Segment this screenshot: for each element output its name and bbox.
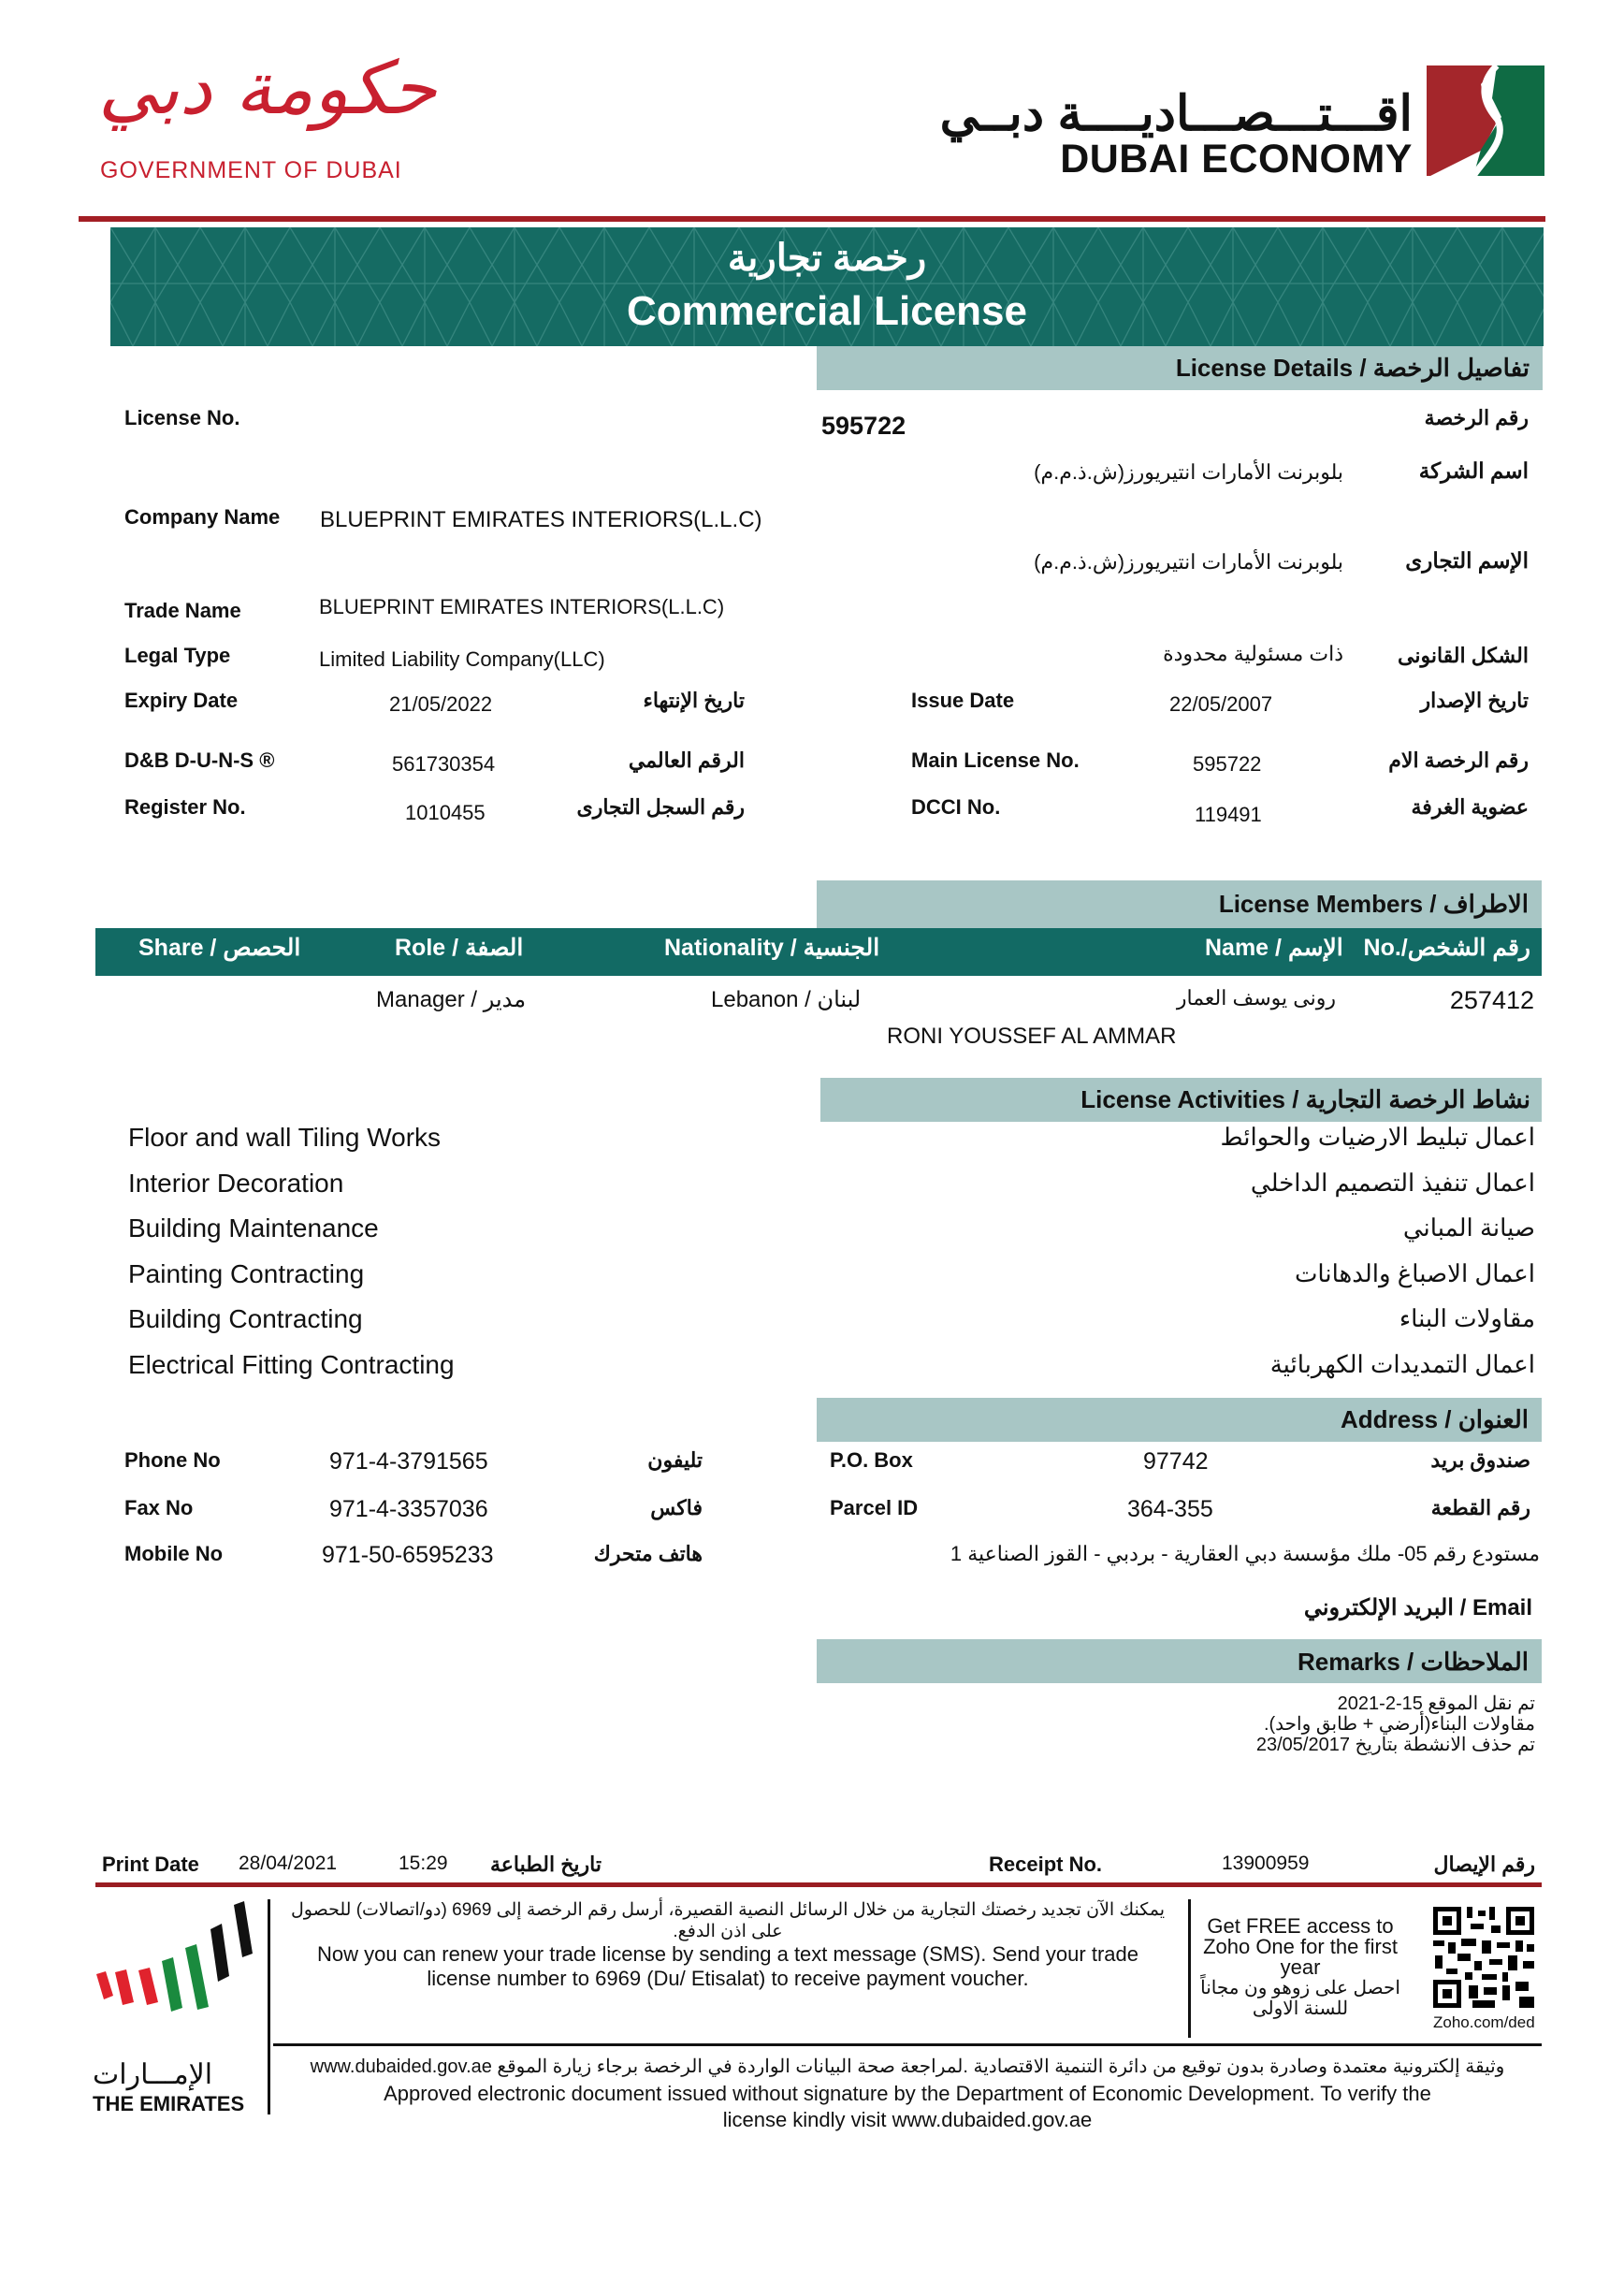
sms-notice-arabic-line-1: يمكنك الآن تجديد رخصتك التجارية من خلال الرسائل النصية القصيرة، أرسل رقم الرخصة إلى 6969 (دو/اتصالات) للحصول	[291, 1900, 1165, 1920]
banner-title-arabic: رخصة تجارية	[727, 238, 927, 279]
main-license-label-arabic: رقم الرخصة الام	[1388, 748, 1529, 772]
po-box-label: P.O. Box	[830, 1448, 913, 1472]
approval-notice	[273, 2055, 1542, 2132]
column-person-no: No./رقم الشخص	[1363, 935, 1530, 961]
print-date-label-arabic: تاريخ الطباعة	[489, 1853, 602, 1876]
dubai-economy-logo-text: DUBAI ECONOMY	[1060, 137, 1413, 182]
remarks-heading: Remarks / الملاحظات	[1297, 1648, 1529, 1676]
activity-item: Electrical Fitting Contracting	[128, 1350, 455, 1379]
mobile-label-arabic: هاتف متحرك	[593, 1542, 703, 1565]
license-members-heading: License Members / الاطراف	[1218, 890, 1529, 918]
column-name: Name / الإسم	[1205, 935, 1343, 961]
duns-value: 561730354	[392, 752, 496, 776]
footer-divider	[95, 1882, 1542, 1887]
duns-label-arabic: الرقم العالمي	[628, 748, 745, 772]
fax-label: Fax No	[124, 1496, 194, 1519]
header-divider	[79, 216, 1545, 222]
activity-item-arabic: اعمال تبليط الارضيات والحوائط	[1220, 1123, 1535, 1151]
activity-item: Floor and wall Tiling Works	[128, 1123, 442, 1152]
legal-type-value: Limited Liability Company(LLC)	[319, 647, 605, 671]
activity-item-arabic: مقاولات البناء	[1399, 1304, 1535, 1332]
fax-label-arabic: فاكس	[650, 1496, 703, 1519]
license-activities-heading: License Activities / نشاط الرخصة التجارية	[1080, 1085, 1530, 1113]
zoho-url-link[interactable]: Zoho.com/ded	[1433, 2013, 1535, 2031]
issue-date-label-arabic: تاريخ الإصدار	[1420, 689, 1529, 712]
footer-vertical-divider	[268, 1899, 270, 2114]
dubai-economy-mark-icon	[1427, 65, 1544, 176]
register-no-label-arabic: رقم السجل التجارى	[576, 795, 745, 819]
location-arabic: مستودع رقم 05- ملك مؤسسة دبي العقارية - بردبي - القوز الصناعية 1	[950, 1542, 1540, 1565]
activity-item: Painting Contracting	[128, 1259, 365, 1288]
print-date-value: 28/04/2021	[239, 1853, 338, 1874]
column-share: Share / الحصص	[138, 935, 301, 961]
legal-type-label-arabic: الشكل القانونى	[1398, 644, 1529, 667]
email-label: Email / البريد الإلكتروني	[1303, 1595, 1532, 1620]
receipt-no-value: 13900959	[1222, 1853, 1310, 1874]
po-box-label-arabic: صندوق بريد	[1430, 1448, 1530, 1472]
remarks-section-header	[817, 1639, 1542, 1683]
title-banner	[110, 227, 1544, 346]
approval-notice-arabic: وثيقة إلكترونية معتمدة وصادرة بدون توقيع من دائرة التنمية الاقتصادية .لمراجعة صحة البيانات الواردة في الرخصة برجاء زيارة الموقع www.dubaided.gov.ae	[310, 2056, 1505, 2077]
zoho-promo-line-2: Zoho One for the first	[1203, 1935, 1398, 1958]
receipt-no-label: Receipt No.	[989, 1853, 1103, 1876]
company-name-label: Company Name	[124, 505, 281, 529]
register-no-value: 1010455	[405, 801, 486, 824]
members-table-header	[95, 928, 1542, 976]
dcci-no-value: 119491	[1195, 803, 1262, 826]
zoho-promo-arabic-line-1: احصل على زوهو ون مجاناً	[1200, 1978, 1400, 1998]
address-section-header	[817, 1398, 1542, 1442]
remarks-text	[1256, 1693, 1535, 1755]
sms-notice-line-2: license number to 6969 (Du/ Etisalat) to receive payment voucher.	[427, 1967, 1029, 1990]
remark-line: تم حذف الانشطة بتاريخ 23/05/2017	[1255, 1735, 1535, 1755]
zoho-promo-line-1: Get FREE access to	[1207, 1914, 1394, 1938]
expiry-date-label: Expiry Date	[124, 689, 239, 712]
activity-item-arabic: اعمال الاصباغ والدهانات	[1294, 1259, 1535, 1287]
parcel-id-label: Parcel ID	[830, 1496, 919, 1519]
license-no-label: License No.	[124, 406, 240, 429]
column-role: Role / الصفة	[395, 935, 524, 961]
activity-item-arabic: صيانة المباني	[1402, 1213, 1535, 1242]
the-emirates-logo-text: THE EMIRATES	[93, 2092, 245, 2115]
phone-value: 971-4-3791565	[329, 1448, 488, 1475]
trade-name-value-arabic: بلوبرنت الأمارات انتيريورز(ش.ذ.م.م)	[1034, 550, 1343, 574]
license-no-value: 595722	[821, 412, 906, 440]
license-no-label-arabic: رقم الرخصة	[1424, 406, 1529, 429]
parcel-id-label-arabic: رقم القطعة	[1430, 1496, 1530, 1519]
dcci-no-label: DCCI No.	[911, 795, 1001, 819]
trade-name-label-arabic: الإسم التجارى	[1405, 548, 1529, 573]
member-name-arabic: رونى يوسف العمار	[1176, 986, 1336, 1010]
legal-type-label: Legal Type	[124, 644, 231, 667]
member-person-no: 257412	[1449, 986, 1534, 1014]
approval-notice-line-2: license kindly visit www.dubaided.gov.ae	[722, 2108, 1093, 2131]
the-emirates-logo-icon	[89, 1899, 257, 2012]
approval-notice-line-1: Approved electronic document issued without signature by the Department of Economic Development. To verify the	[384, 2082, 1431, 2105]
column-nationality: Nationality / الجنسية	[664, 935, 880, 961]
trade-name-label: Trade Name	[124, 599, 241, 622]
phone-label-arabic: تليفون	[647, 1448, 703, 1472]
expiry-date-label-arabic: تاريخ الإنتهاء	[643, 689, 745, 712]
legal-type-value-arabic: ذات مسئولية محدودة	[1163, 642, 1343, 665]
sms-notice-line-1: Now you can renew your trade license by sending a text message (SMS). Send your trade	[316, 1942, 1138, 1966]
banner-title: Commercial License	[627, 288, 1027, 334]
license-activities-section-header	[820, 1078, 1542, 1122]
footer-rule	[273, 2043, 1542, 2046]
member-role: Manager / مدير	[376, 987, 527, 1012]
zoho-promo-arabic-line-2: للسنة الاولى	[1252, 1998, 1349, 2019]
print-time-value: 15:29	[399, 1853, 448, 1874]
activity-item: Interior Decoration	[128, 1169, 344, 1198]
main-license-label: Main License No.	[911, 748, 1080, 772]
license-members-section-header	[817, 880, 1542, 928]
issue-date-value: 22/05/2007	[1169, 692, 1273, 716]
government-of-dubai-logo-text: GOVERNMENT OF DUBAI	[100, 157, 402, 183]
register-no-label: Register No.	[124, 795, 246, 819]
license-details-heading: License Details / تفاصيل الرخصة	[1175, 354, 1530, 382]
activity-item-arabic: اعمال تنفيذ التصميم الداخلي	[1250, 1169, 1535, 1197]
sms-notice-arabic-line-2: على اذن الدفع.	[673, 1922, 783, 1941]
the-emirates-logo-arabic: الإمـــارات	[93, 2059, 213, 2090]
print-date-label: Print Date	[102, 1853, 199, 1876]
fax-value: 971-4-3357036	[329, 1496, 488, 1522]
qr-code-icon[interactable]	[1433, 1907, 1534, 2008]
company-name-value: BLUEPRINT EMIRATES INTERIORS(L.L.C)	[320, 507, 762, 532]
main-license-value: 595722	[1193, 752, 1262, 776]
remark-line: مقاولات البناء(أرضي + طابق واحد).	[1263, 1714, 1535, 1735]
phone-label: Phone No	[124, 1448, 221, 1472]
activity-item: Building Maintenance	[128, 1213, 379, 1242]
member-name: RONI YOUSSEF AL AMMAR	[887, 1024, 1177, 1049]
expiry-date-value: 21/05/2022	[389, 692, 493, 716]
mobile-value: 971-50-6595233	[322, 1542, 494, 1568]
zoho-divider	[1188, 1899, 1191, 2038]
remark-line: تم نقل الموقع 15-2-2021	[1337, 1693, 1535, 1714]
issue-date-label: Issue Date	[911, 689, 1015, 712]
po-box-value: 97742	[1143, 1448, 1209, 1475]
parcel-id-value: 364-355	[1127, 1496, 1213, 1522]
receipt-no-label-arabic: رقم الإيصال	[1433, 1853, 1535, 1876]
zoho-promo-line-3: year	[1280, 1955, 1321, 1979]
activity-item: Building Contracting	[128, 1304, 363, 1333]
member-nationality: Lebanon / لبنان	[711, 987, 862, 1012]
trade-name-value: BLUEPRINT EMIRATES INTERIORS(L.L.C)	[319, 595, 725, 618]
company-name-label-arabic: اسم الشركة	[1418, 458, 1529, 483]
dcci-no-label-arabic: عضوية الغرفة	[1411, 795, 1529, 819]
activity-item-arabic: اعمال التمديدات الكهربائية	[1269, 1350, 1535, 1378]
company-name-value-arabic: بلوبرنت الأمارات انتيريورز(ش.ذ.م.م)	[1034, 460, 1343, 484]
address-heading: Address / العنوان	[1340, 1405, 1529, 1433]
duns-label: D&B D-U-N-S ®	[124, 748, 275, 772]
zoho-promo	[1192, 1916, 1409, 2019]
sms-renewal-notice	[273, 1899, 1182, 1991]
government-of-dubai-logo-arabic: حكومة دبي	[98, 47, 437, 131]
dubai-economy-logo-arabic: اقـــتـــصـــاديــــة دبــي	[939, 87, 1413, 141]
mobile-label: Mobile No	[124, 1542, 224, 1565]
license-details-section-header	[817, 346, 1543, 390]
